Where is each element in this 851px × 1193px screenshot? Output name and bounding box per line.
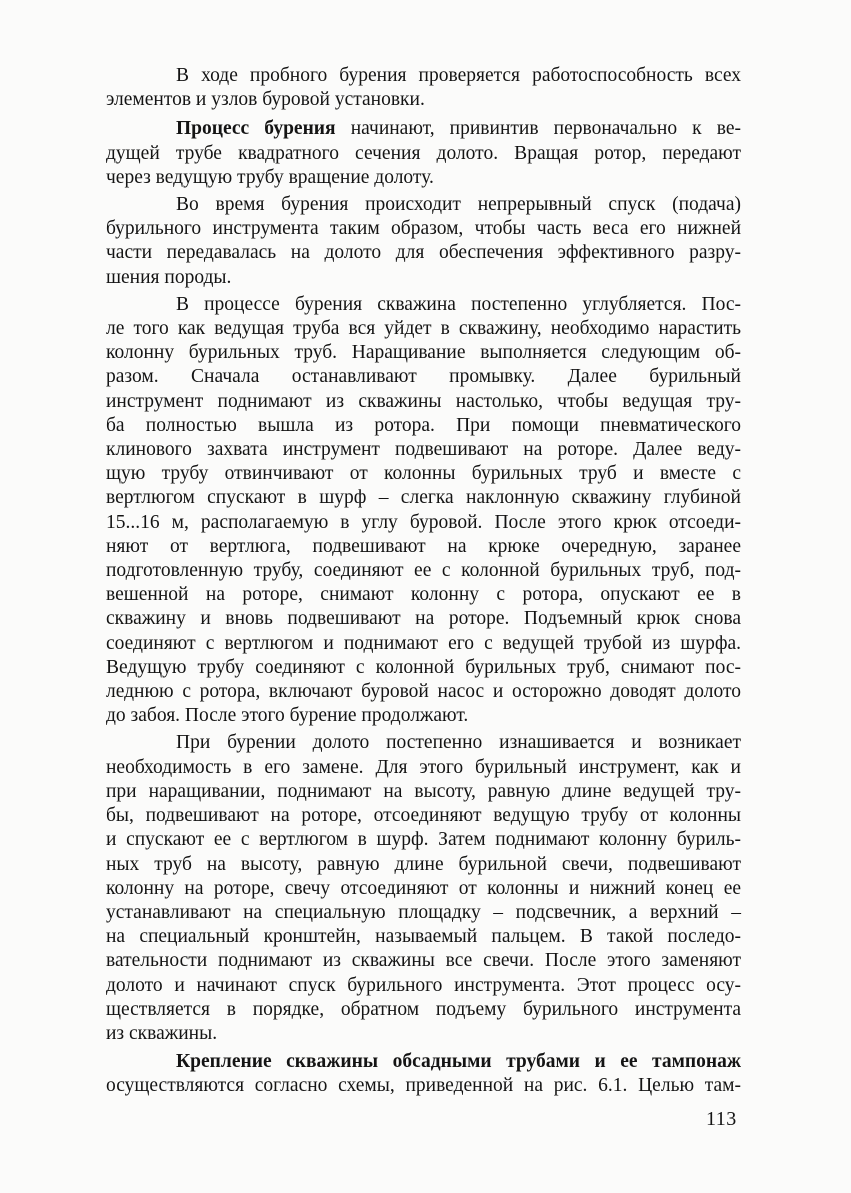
- text-line: При бурении долото постепенно изнашивается и возникает: [176, 732, 741, 754]
- text-line: леднюю с ротора, включают буровой насос и осторожно доводят долото: [106, 681, 741, 703]
- text-line: ных труб на высоту, равную длине бурильной свечи, подвешивают: [106, 853, 741, 875]
- text-line: шения породы.: [106, 266, 232, 288]
- paragraph-1: [106, 64, 741, 112]
- text-line: разом. Сначала останавливают промывку. Далее бурильный: [106, 366, 741, 388]
- text-line: долото и начинают спуск бурильного инструмента. Этот процесс осу-: [106, 974, 741, 996]
- text-line: ба полностью вышла из ротора. При помощи пневматического: [106, 414, 741, 436]
- text-line: части передавалась на долото для обеспечения эффективного разру-: [106, 242, 741, 264]
- text-line: В процессе бурения скважина постепенно углубляется. Пос-: [176, 293, 741, 315]
- bold-term: Процесс бурения: [176, 118, 336, 140]
- text-line: элементов и узлов буровой установки.: [106, 89, 425, 111]
- text-line: осуществляются согласно схемы, приведенной на рис. 6.1. Целью там-: [106, 1075, 741, 1097]
- text-line: вательности поднимают из скважины все свечи. После этого заменяют: [106, 950, 741, 972]
- text-line: дущей трубе квадратного сечения долото. Вращая ротор, передают: [106, 142, 741, 164]
- text-line: соединяют с вертлюгом и поднимают его с ведущей трубой из шурфа.: [106, 632, 741, 654]
- text-line: бы, подвешивают на роторе, отсоединяют ведущую трубу от колонны: [106, 805, 741, 827]
- paragraph-2: [106, 117, 741, 190]
- text-line: до забоя. После этого бурение продолжают.: [106, 705, 469, 727]
- text-line: вертлюгом спускают в шурф – слегка наклонную скважину глубиной: [106, 487, 741, 509]
- text-line: на специальный кронштейн, называемый пальцем. В такой последо-: [106, 926, 741, 948]
- paragraph-3: [106, 193, 741, 290]
- paragraph-6: [106, 1050, 741, 1098]
- text-line: Во время бурения происходит непрерывный спуск (подача): [176, 194, 741, 216]
- text-line: подготовленную трубу, соединяют ее с колонной бурильных труб, под-: [106, 560, 741, 582]
- text-line: через ведущую трубу вращение долоту.: [106, 166, 434, 188]
- text-line: няют от вертлюга, подвешивают на крюке очередную, заранее: [106, 535, 741, 557]
- text-line: клинового захвата инструмент подвешивают на роторе. Далее веду-: [106, 439, 741, 461]
- text-line: инструмент поднимают из скважины настолько, чтобы ведущая тру-: [106, 390, 741, 412]
- text-line: вешенной на роторе, снимают колонну с ротора, опускают ее в: [106, 584, 741, 606]
- page-number: 113: [706, 1108, 737, 1130]
- text-line: ществляется в порядке, обратном подъему бурильного инструмента: [106, 998, 741, 1020]
- text-line: [106, 117, 741, 141]
- text-line: колонну бурильных труб. Наращивание выполняется следующим об-: [106, 342, 741, 364]
- text-line: и спускают ее с вертлюгом в шурф. Затем поднимают колонну буриль-: [106, 829, 741, 851]
- text-line: ле того как ведущая труба вся уйдет в скважину, необходимо нарастить: [106, 318, 741, 340]
- text-line: при наращивании, поднимают на высоту, равную длине ведущей тру-: [106, 780, 741, 802]
- paragraph-5: [106, 731, 741, 1046]
- text-line: щую трубу отвинчивают от колонны бурильных труб и вместе с: [106, 463, 741, 485]
- text-line: устанавливают на специальную площадку – подсвечник, а верхний –: [106, 901, 741, 923]
- text-line: скважину и вновь подвешивают на роторе. Подъемный крюк снова: [106, 608, 741, 630]
- paragraph-4: [106, 293, 741, 729]
- text-line: необходимость в его замене. Для этого бурильный инструмент, как и: [106, 756, 741, 778]
- text-line: 15...16 м, располагаемую в углу буровой. После этого крюк отсоеди-: [106, 511, 741, 533]
- text-line: В ходе пробного бурения проверяется работоспособность всех: [176, 65, 741, 86]
- text-line: колонну на роторе, свечу отсоединяют от колонны и нижний конец ее: [106, 877, 741, 899]
- text-line: [106, 1050, 741, 1074]
- text-line: из скважины.: [106, 1022, 218, 1044]
- text-line: бурильного инструмента таким образом, чтобы часть веса его нижней: [106, 218, 741, 240]
- text-fragment: начинают, привинтив первоначально к ве-: [335, 118, 741, 140]
- bold-term: Крепление скважины обсадными трубами и ее тампонаж: [176, 1051, 741, 1073]
- text-line: Ведущую трубу соединяют с колонной бурильных труб, снимают пос-: [106, 656, 741, 678]
